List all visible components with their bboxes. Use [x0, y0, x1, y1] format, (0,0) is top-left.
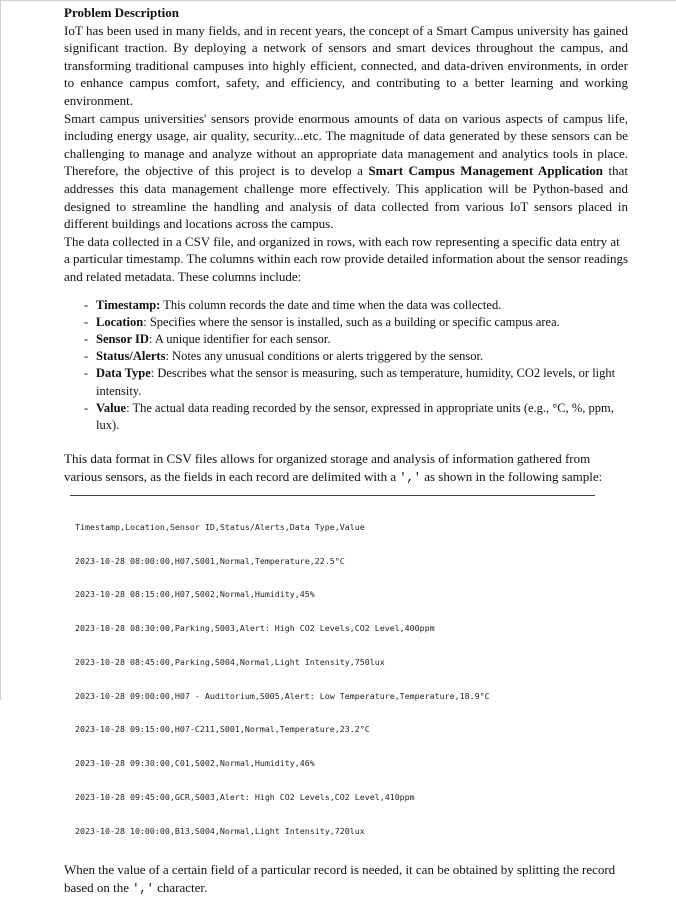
document-page [64, 4, 628, 899]
list-dash: - [84, 349, 89, 364]
csv-line: 2023-10-28 09:30:00,C01,S002,Normal,Humidity,46% [75, 758, 315, 769]
column-desc: : Notes any unusual conditions or alerts triggered by the sensor. [165, 349, 484, 364]
column-desc: This column records the date and time when the data was collected. [160, 297, 502, 312]
closing-text-before: When the value of a certain field of a particular record is needed, it can be obtained by splitting the record based on the [64, 862, 616, 895]
list-dash: - [84, 400, 89, 415]
csv-line: 2023-10-28 08:30:00,Parking,S003,Alert: High CO2 Levels,CO2 Level,400ppm [75, 623, 435, 634]
column-name: Status/Alerts [96, 349, 166, 364]
column-name: Data Type [96, 366, 151, 381]
format-text-before: This data format in CSV files allows for organized storage and analysis of information gathered from various sensors, as the fields in each record are delimited with a [64, 451, 591, 484]
list-dash: - [84, 366, 89, 381]
list-item-data-type [84, 365, 628, 399]
list-dash: - [84, 314, 89, 329]
smart-campus-paragraph [64, 110, 628, 233]
csv-description-paragraph: The data collected in a CSV file, and organized in rows, with each row representing a specific data entry at a particular timestamp. The columns within each row provide detailed information about the sensor readings and related metadata. These columns include: [64, 233, 629, 284]
list-item-timestamp [84, 297, 628, 314]
list-item-value [84, 400, 628, 434]
csv-line: 2023-10-28 09:15:00,H07-C211,S001,Normal,Temperature,23.2°C [75, 724, 370, 735]
closing-text-after: character. [153, 879, 208, 895]
column-desc: : A unique identifier for each sensor. [148, 331, 331, 346]
page-frame-left [0, 0, 1, 700]
smart-campus-text-after: that addresses this data management challenge more effectively. This application will be Python-based and designed to streamline the handling and analysis of data collected from various IoT sensors placed in different buildings and locations across the campus. [64, 163, 628, 232]
csv-line: 2023-10-28 09:00:00,H07 - Auditorium,S005,Alert: Low Temperature,Temperature,18.9°C [75, 690, 490, 701]
csv-line: 2023-10-28 08:00:00,H07,S001,Normal,Temperature,22.5°C [75, 555, 345, 566]
column-name: Sensor ID [96, 331, 149, 346]
list-item-sensor-id [84, 331, 628, 348]
intro-paragraph: IoT has been used in many fields, and in recent years, the concept of a Smart Campus university has gained significant traction. By deploying a network of sensors and smart devices throughout the campus, and transforming traditional campuses into highly efficient, connected, and data-driven environments, in order to enhance campus comfort, safety, and efficiency, and contributing to a better learning and working environment. [64, 22, 628, 108]
list-item-location [84, 314, 628, 331]
smart-campus-text-before: Smart campus universities' sensors provide enormous amounts of data on various aspects of campus life, including energy usage, air quality, security...etc. The magnitude of data generated by these sensors can be challenging to manage and analyze without an appropriate data management and analytics tools in place. Therefore, the objective of this project is to develop a [64, 110, 628, 179]
app-name-bold: Smart Campus Management Application [368, 163, 603, 179]
column-name: Value [96, 400, 127, 415]
format-paragraph [64, 450, 628, 487]
delimiter-char: ',' [399, 470, 421, 485]
csv-header-line: Timestamp,Location,Sensor ID,Status/Alerts,Data Type,Value [75, 521, 365, 532]
list-item-status-alerts [84, 348, 628, 365]
list-dash: - [84, 297, 89, 312]
column-desc: : Specifies where the sensor is installed, such as a building or specific campus area. [143, 314, 560, 329]
closing-paragraph [64, 861, 628, 898]
csv-line: 2023-10-28 08:45:00,Parking,S004,Normal,Light Intensity,750lux [75, 656, 385, 667]
delimiter-char: ',' [132, 881, 154, 896]
csv-line: 2023-10-28 08:15:00,H07,S002,Normal,Humidity,45% [75, 589, 315, 600]
column-desc: : The actual data reading recorded by the sensor, expressed in appropriate units (e.g., °C, %, ppm, lux). [96, 400, 614, 432]
column-name: Timestamp: [96, 297, 161, 312]
columns-list [64, 297, 628, 435]
csv-sample-block [70, 495, 595, 859]
column-desc: : Describes what the sensor is measuring, such as temperature, humidity, CO2 levels, or light intensity. [96, 366, 616, 398]
format-text-after: as shown in the following sample: [420, 468, 603, 484]
page-frame-top [0, 0, 676, 1]
section-title: Problem Description [64, 5, 179, 20]
column-name: Location [96, 314, 144, 329]
list-dash: - [84, 331, 89, 346]
csv-line: 2023-10-28 10:00:00,B13,S004,Normal,Light Intensity,720lux [75, 825, 365, 836]
csv-line: 2023-10-28 09:45:00,GCR,S003,Alert: High CO2 Levels,CO2 Level,410ppm [75, 791, 415, 802]
